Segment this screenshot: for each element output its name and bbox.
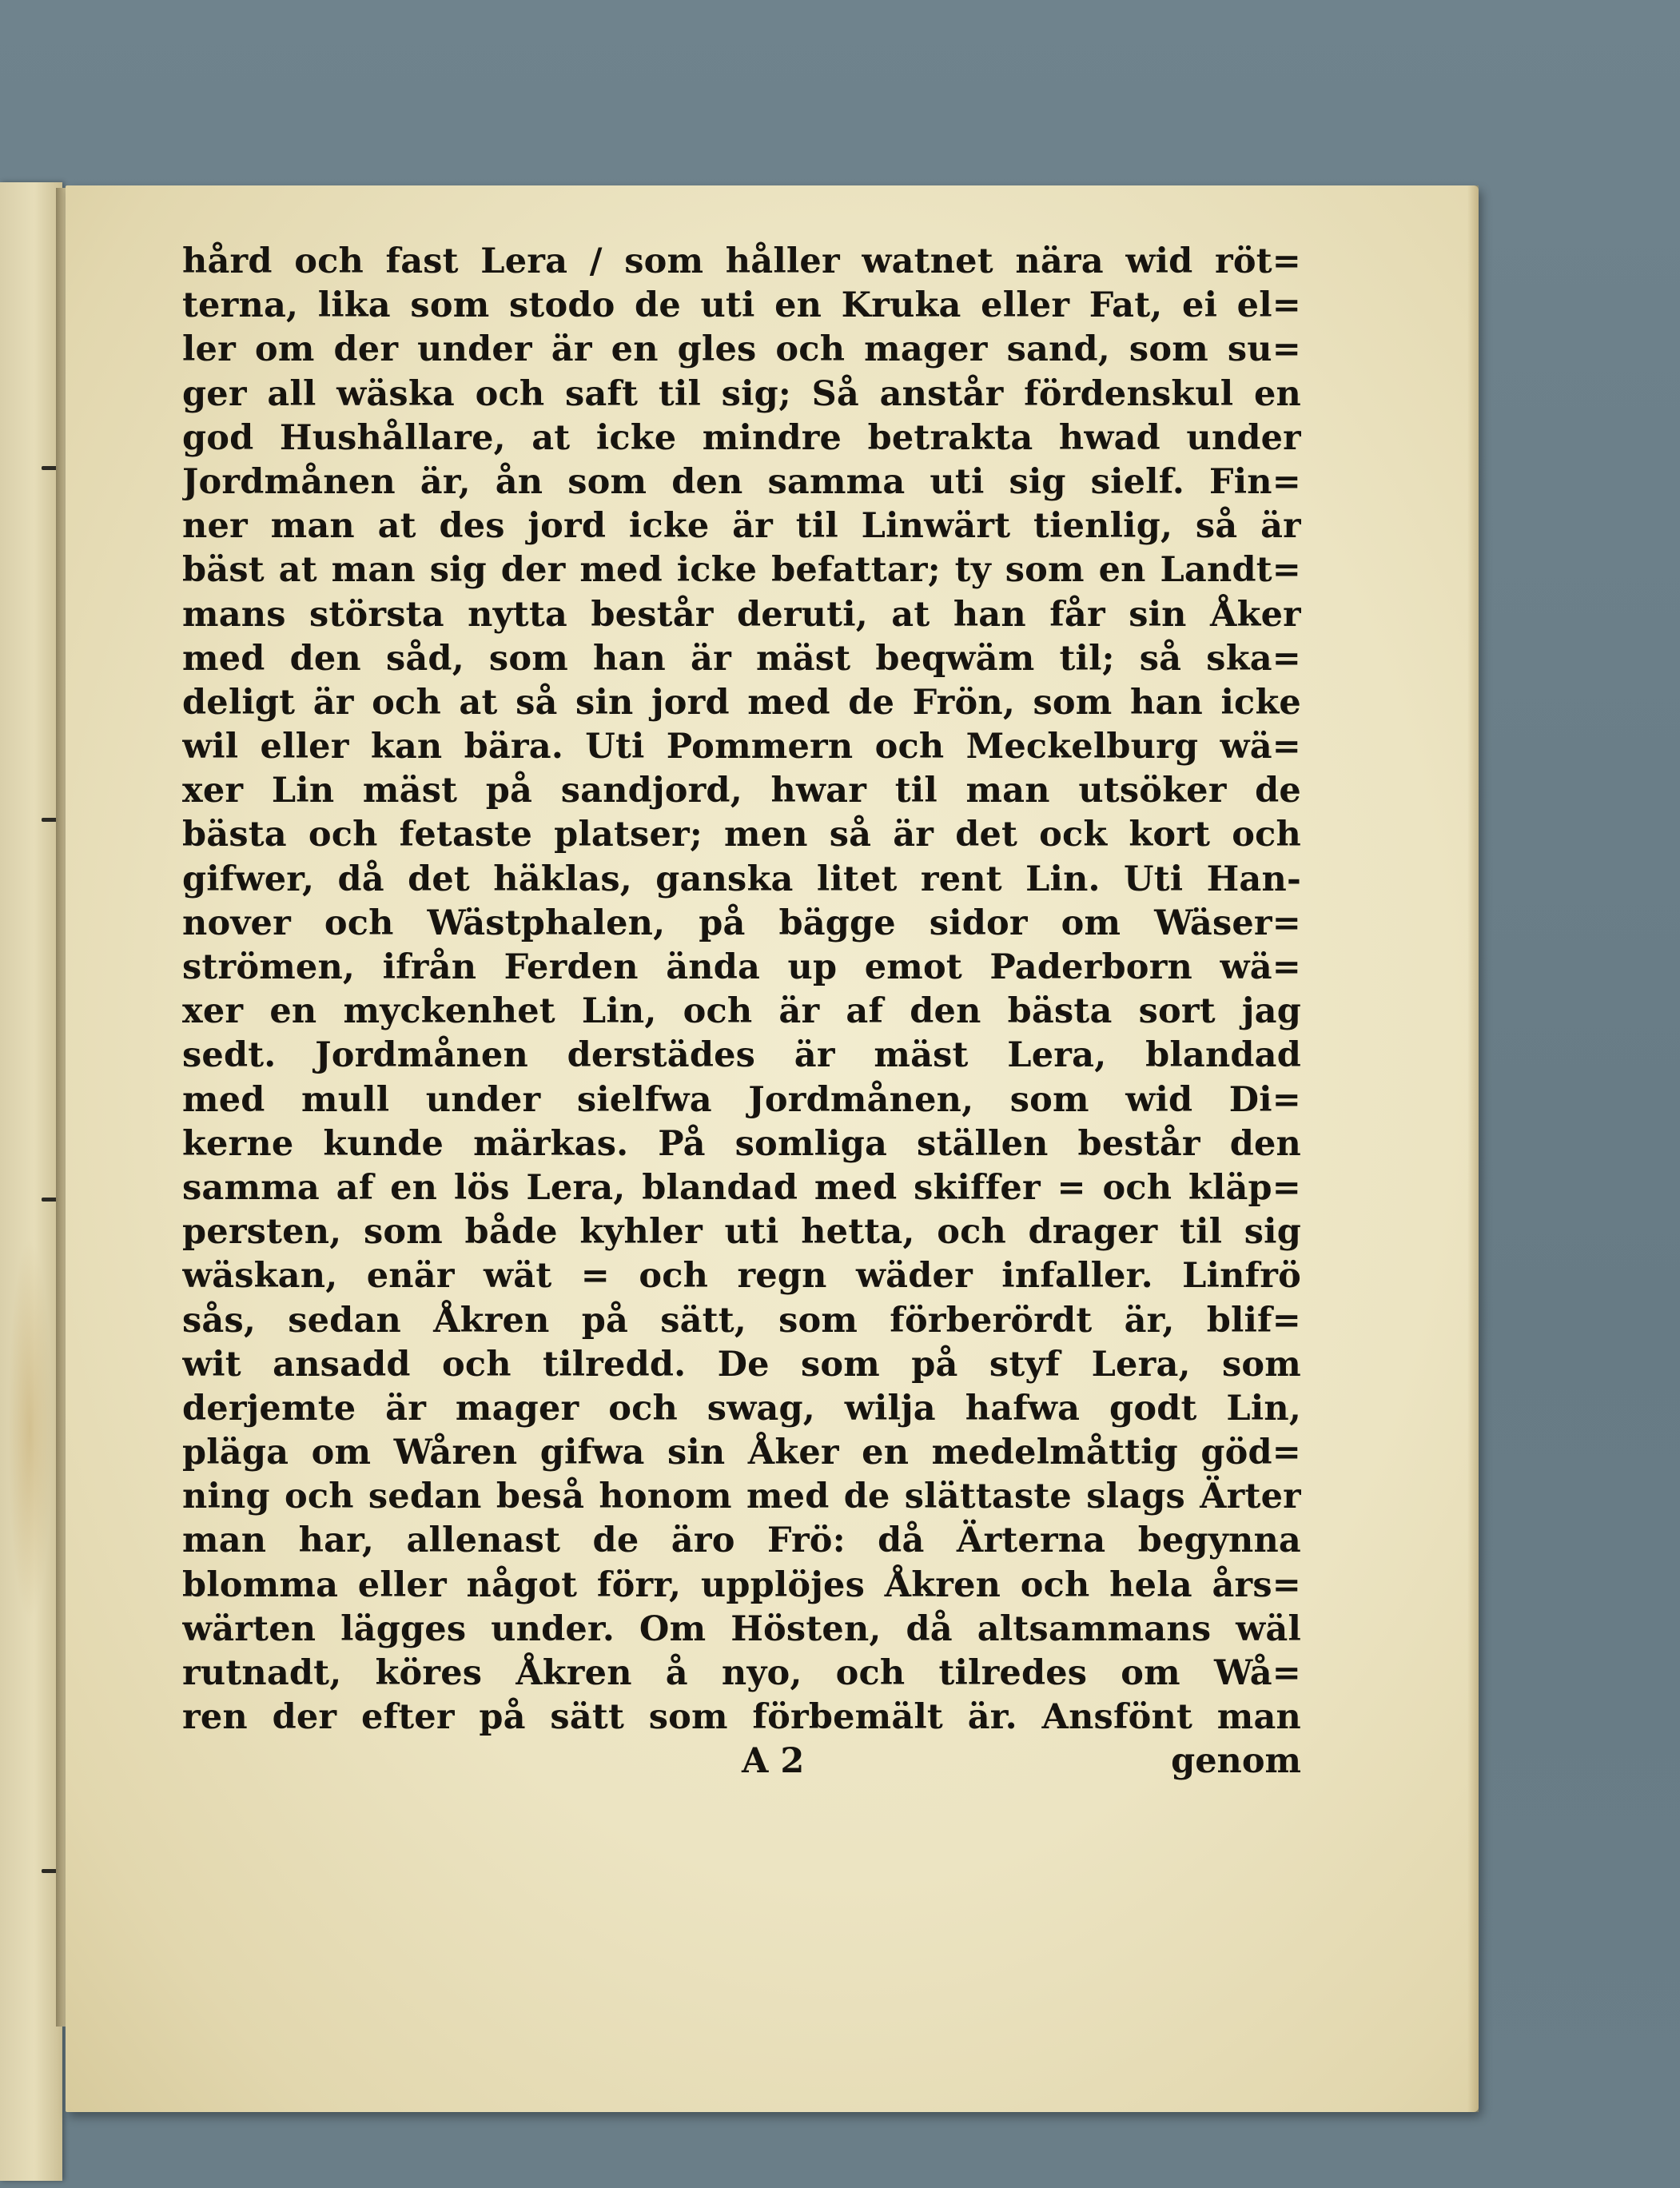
- text-line: ler om der under är en gles och mager sand, som su=: [182, 329, 1301, 370]
- text-line: wil eller kan bära. Uti Pommern och Meckelburg wä=: [182, 727, 1301, 767]
- text-line: man har, allenast de äro Frö: då Ärterna begynna: [182, 1520, 1301, 1561]
- text-line: ning och sedan beså honom med de slättaste slags Ärter: [182, 1477, 1301, 1517]
- text-line: terna, lika som stodo de uti en Kruka eller Fat, ei el=: [182, 285, 1301, 326]
- text-line: bästa och fetaste platser; men så är det ock kort och: [182, 815, 1301, 855]
- text-line: persten, som både kyhler uti hetta, och drager til sig: [182, 1212, 1301, 1253]
- text-line: med mull under sielfwa Jordmånen, som wid Di=: [182, 1079, 1301, 1120]
- text-line: hård och fast Lera / som håller watnet nära wid röt=: [182, 241, 1301, 281]
- text-line: wit ansadd och tilredd. De som på styf Lera, som: [182, 1344, 1301, 1385]
- text-line: god Hushållare, at icke mindre betrakta hwad under: [182, 417, 1301, 458]
- left-page-edge: [0, 182, 62, 2181]
- signature-mark: A 2: [742, 1741, 805, 1781]
- page-text: [182, 240, 1301, 1740]
- text-line: sedt. Jordmånen derstädes är mäst Lera, blandad: [182, 1035, 1301, 1076]
- text-line: gifwer, då det häklas, ganska litet rent Lin. Uti Han-: [182, 859, 1301, 899]
- text-line: wärten lägges under. Om Hösten, då altsammans wäl: [182, 1608, 1301, 1649]
- text-line: pläga om Wåren gifwa sin Åker en medelmåttig göd=: [182, 1433, 1301, 1473]
- text-line: xer en myckenhet Lin, och är af den bästa sort jag: [182, 991, 1301, 1032]
- text-line: wäskan, enär wät = och regn wäder infaller. Linfrö: [182, 1256, 1301, 1297]
- text-line: derjemte är mager och swag, wilja hafwa godt Lin,: [182, 1388, 1301, 1429]
- text-line: samma af en lös Lera, blandad med skiffer = och kläp=: [182, 1167, 1301, 1208]
- text-line: ner man at des jord icke är til Linwärt tienlig, så är: [182, 506, 1301, 547]
- text-line: Jordmånen är, ån som den samma uti sig sielf. Fin=: [182, 461, 1301, 502]
- page-footer: [182, 1741, 1301, 1786]
- text-line: strömen, ifrån Ferden ända up emot Paderborn wä=: [182, 947, 1301, 987]
- text-line: bäst at man sig der med icke befattar; ty som en Landt=: [182, 550, 1301, 591]
- text-line: ger all wäska och saft til sig; Så anstår fördenskul en: [182, 373, 1301, 414]
- text-line: kerne kunde märkas. På somliga ställen består den: [182, 1123, 1301, 1164]
- text-line: blomma eller något förr, upplöjes Åkren och hela års=: [182, 1564, 1301, 1605]
- page-edge-shadow: [1467, 185, 1479, 2112]
- text-line: rutnadt, köres Åkren å nyo, och tilredes om Wå=: [182, 1653, 1301, 1693]
- text-line: xer Lin mäst på sandjord, hwar til man utsöker de: [182, 771, 1301, 811]
- text-line: ren der efter på sätt som förbemält är. Ansfönt man: [182, 1697, 1301, 1738]
- catchword: genom: [1171, 1741, 1301, 1781]
- text-line: deligt är och at så sin jord med de Frön, som han icke: [182, 682, 1301, 723]
- text-line: mans största nytta består deruti, at han får sin Åker: [182, 594, 1301, 635]
- foxing-stain: [8, 1237, 52, 1621]
- text-line: nover och Wästphalen, på bägge sidor om Wäser=: [182, 903, 1301, 943]
- text-line: sås, sedan Åkren på sätt, som förberördt är, blif=: [182, 1300, 1301, 1341]
- text-line: med den såd, som han är mäst beqwäm til; så ska=: [182, 638, 1301, 679]
